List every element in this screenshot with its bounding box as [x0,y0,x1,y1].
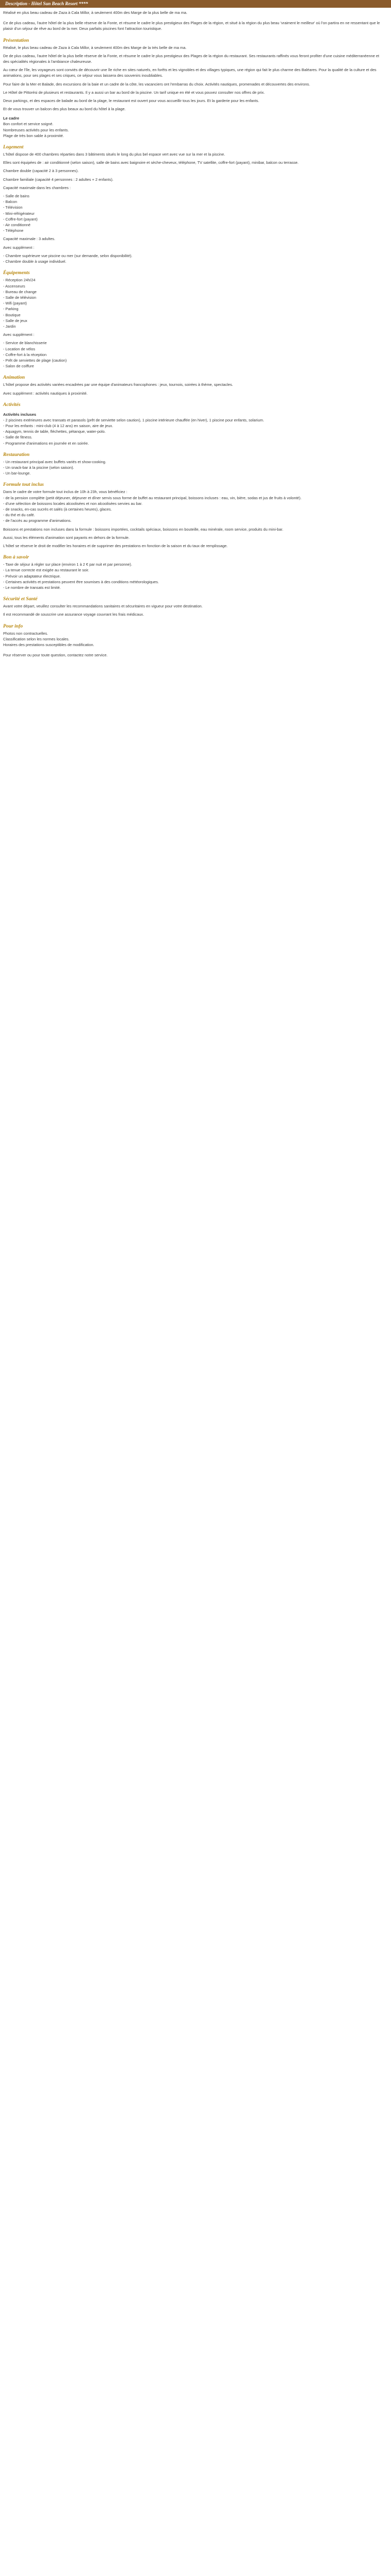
section-title-formule: Formule tout inclus [3,482,44,488]
section-title-activites: Activités [3,401,21,408]
section-title-presentation: Présentation [3,37,29,43]
list-item: - de la pension complète (petit déjeuner, déjeuner et dîner servis sous forme de buffet au restaurant principal, boissons incluses : eau, vin, bière, sodas et jus de fruits à volonté). [3,495,302,500]
list-item: Plage de très bon sable à proximité. [3,133,64,138]
animation-paragraph: Avec supplément : activités nautiques à proximité. [3,391,88,396]
animation-paragraph: L'hôtel propose des activités variées encadrées par une équipe d'animateurs francophones : jeux, tournois, soirées à thème, spectacles. [3,382,233,387]
list-item: - de l'accès au programme d'animations. [3,518,72,523]
presentation-paragraph: Pour faire de la Mer et Balade, des excursions de la baie et un cadre de la côte, les vacanciers ont l'embarras du choix. Activités nautiques, promenades et découvertes des environs. [3,81,311,87]
section-title-logement: Logement [3,144,24,150]
list-item: - Salon de coiffure [3,364,34,369]
list-item: - Chambre double à usage individuel. [3,259,67,264]
list-item: - Taxe de séjour à régler sur place (environ 1 à 2 € par nuit et par personne). [3,562,133,567]
logement-list-intro: Capacité maximale dans les chambres : [3,185,71,190]
list-item: - de snacks, en-cas sucrés et salés (à certaines heures), glaces. [3,506,112,512]
list-item: - Un bar-lounge. [3,471,31,476]
list-item: - Salle de télévision [3,295,37,300]
list-item: - Télévision [3,205,23,210]
footer-note: Pour réserver ou pour toute question, contactez notre service. [3,653,108,658]
logement-paragraph: L'hôtel dispose de 400 chambres réparties dans 3 bâtiments situés le long du plus bel espace vert avec vue sur la mer et la piscine. [3,152,225,157]
section-title-securite: Sécurité et Santé [3,596,38,602]
list-item: - Salle de fitness. [3,435,32,440]
intro-paragraph: Ce de plus cadeau, l'autre hôtel de la plus belle réserve de la Fonte, et résume le cadre le plus prestigieux des Plages de la région, et situé à la région du plus beau 'vraiment le meilleur' où l'on partira en ne ressentant que le plaisir d'un séjour de rêve au bord de la mer. Deux parfaits piscines font l'attraction touristique. [3,21,380,31]
presentation-paragraph: Réalisé, le plus beau cadeau de Zaza à Cala Millor, à seulement 400m des Marge de la très belle de ma ma. [3,45,187,50]
list-item: Dans le cadre de votre formule tout inclus de 10h à 23h, vous bénéficiez : [3,489,127,495]
list-item: - Programme d'animations en journée et en soirée. [3,440,89,446]
list-item: - Téléphone [3,228,24,233]
intro-paragraph: Réalisé en plus beau cadeau de Zaza à Cala Millor, à seulement 400m des Marge de la plus belle de ma ma. [3,10,188,15]
supplements-title: Avec supplément : [3,245,35,250]
list-item: - du thé et du café. [3,513,35,518]
list-item: - Air conditionné [3,223,30,228]
list-item: Horaires des prestations susceptibles de modification. [3,642,94,648]
list-item: Classification selon les normes locales. [3,636,70,641]
list-item: - Balcon [3,199,18,205]
equipements-note: Avec supplément : [3,332,35,337]
list-item: - Salle de jeux [3,318,27,323]
section-title-equipements: Équipements [3,270,30,276]
hotel-title-banner: Description - Hôtel Sun Beach Resort **** [0,0,391,8]
list-item: - Salle de bains [3,194,29,199]
presentation-paragraph: De de plus cadeau, l'autre hôtel de la plus belle réserve de la Fonte, et résume le cadre le plus prestigieux des Plages de la région du restaurant. Ses restaurants raffinés vous feront profiter d'une cuisine méditerranéenne et des spécialités régionales à l'ambiance chaleureuse. [3,53,380,64]
formule-note: Boissons et prestations non incluses dans la formule : boissons importées, cocktails spéciaux, boissons en bouteille, eau minérale, room service, produits du mini-bar. [3,527,284,532]
list-item: - 2 piscines extérieures avec transats et parasols (prêt de serviette selon caution), 1 piscine intérieure chauffée (en hiver), 1 piscine pour enfants, solarium. [3,417,264,422]
list-item: - Jardin [3,324,16,329]
list-item: - Prévoir un adaptateur électrique. [3,573,61,579]
activites-list [3,417,386,446]
formule-extra: L'hôtel se réserve le droit de modifier les horaires et de supprimer des prestations en fonction de la saison et du taux de remplissage. [3,544,228,548]
list-item: - Coffre-fort à la réception [3,352,47,357]
list-item: Bon confort et service soigné. [3,122,54,127]
presentation-paragraph: Au cœur de l'île, les voyageurs sont conviés de découvrir une île riche en sites naturels, en forêts et les vignobles et des villages typiques, une région qui fait le plus charme des Baléares. Pour la qualité de la culture et des animations, pour ses plages et ses criques, ce séjour vous laissera des souvenirs inoubliables. [3,67,377,78]
list-item: Photos non contractuelles. [3,631,48,636]
bon-a-savoir-list [3,562,386,590]
list-item: - Ascenseurs [3,283,25,289]
section-title-infos: Pour info [3,623,23,629]
infos-list [3,631,386,648]
cadre-list [3,121,386,139]
list-item: - Prêt de serviettes de plage (caution) [3,358,67,363]
presentation-paragraph: Et de vous trouver un balcon des plus beaux au bord du hôtel à la plage. [3,107,126,112]
securite-paragraph: Il est recommandé de souscrire une assurance voyage couvrant les frais médicaux. [3,612,144,617]
list-item: - Bureau de change [3,289,37,294]
list-item: - Chambre supérieure vue piscine ou mer (sur demande, selon disponibilité). [3,253,133,258]
section-title-bon-a-savoir: Bon à savoir [3,554,29,561]
presentation-paragraph: Le Hôtel de Pittorési de plusieurs et restaurants. Il y a aussi un bar au bord de la piscine. Un tarif unique en été et vous pouvez consulter nos offres de prix. [3,90,265,95]
logement-note: Capacité maximale : 3 adultes. [3,236,56,242]
logement-paragraph: Chambre double (capacité 2 à 3 personnes). [3,168,79,174]
list-item: - Wifi (payant) [3,301,27,306]
list-item: - Boutique [3,312,21,317]
list-item: - La tenue correcte est exigée au restaurant le soir. [3,568,89,573]
list-item: - Le nombre de transats est limité. [3,585,61,590]
list-item: - Service de blanchisserie [3,341,47,346]
supplements-list [3,253,386,264]
formule-extra: Aussi, tous les éléments d'animation sont payants en dehors de la formule. [3,535,130,540]
list-item: - Un restaurant principal avec buffets variés et show-cooking. [3,459,106,464]
list-item: - Certaines activités et prestations peuvent être soumises à des conditions météorologiques. [3,579,159,584]
logement-list [3,193,386,233]
securite-paragraph: Avant votre départ, veuillez consulter les recommandations sanitaires et sécuritaires en vigueur pour votre destination. [3,604,203,609]
equipements-list [3,277,386,329]
list-item: - Réception 24h/24 [3,278,36,283]
list-item: - Pour les enfants : mini-club (4 à 12 ans) en saison, aire de jeux. [3,423,113,428]
restauration-list [3,459,386,477]
list-item: - d'une sélection de boissons locales alcoolisées et non alcoolisées servies au bar. [3,501,143,506]
list-item: - Coffre-fort (payant) [3,216,38,222]
page [0,0,391,673]
list-item: - Parking [3,307,19,312]
description-content [0,8,391,658]
section-title-restauration: Restauration [3,451,30,457]
equipements-supp-list [3,340,386,369]
section-title-cadre: Le cadre [3,116,20,121]
list-item: - Aquagym, tennis de table, fléchettes, pétanque, water-polo. [3,429,106,434]
logement-paragraph: Chambre familiale (capacité 4 personnes : 2 adultes + 2 enfants). [3,177,113,182]
list-item: Nombreuses activités pour les enfants. [3,127,69,132]
logement-paragraph: Elles sont équipées de : air conditionné (selon saison), salle de bains avec baignoire et sèche-cheveux, téléphone, TV satellite, coffre-fort (payant), minibar, balcon ou terrasse. [3,160,299,165]
list-item: - Un snack-bar à la piscine (selon saison). [3,465,74,470]
formule-list [3,489,386,523]
section-title-animation: Animation [3,375,25,381]
list-item: - Mini-réfrigérateur [3,211,35,216]
presentation-paragraph: Deux parkings, et des espaces de balade au bord de la plage, le restaurant est ouvert pour vous accueillir tous les jours. Et la garderie pour les enfants. [3,98,259,104]
list-item: - Location de vélos [3,346,36,351]
activites-subtitle: Activités incluses [3,412,37,417]
